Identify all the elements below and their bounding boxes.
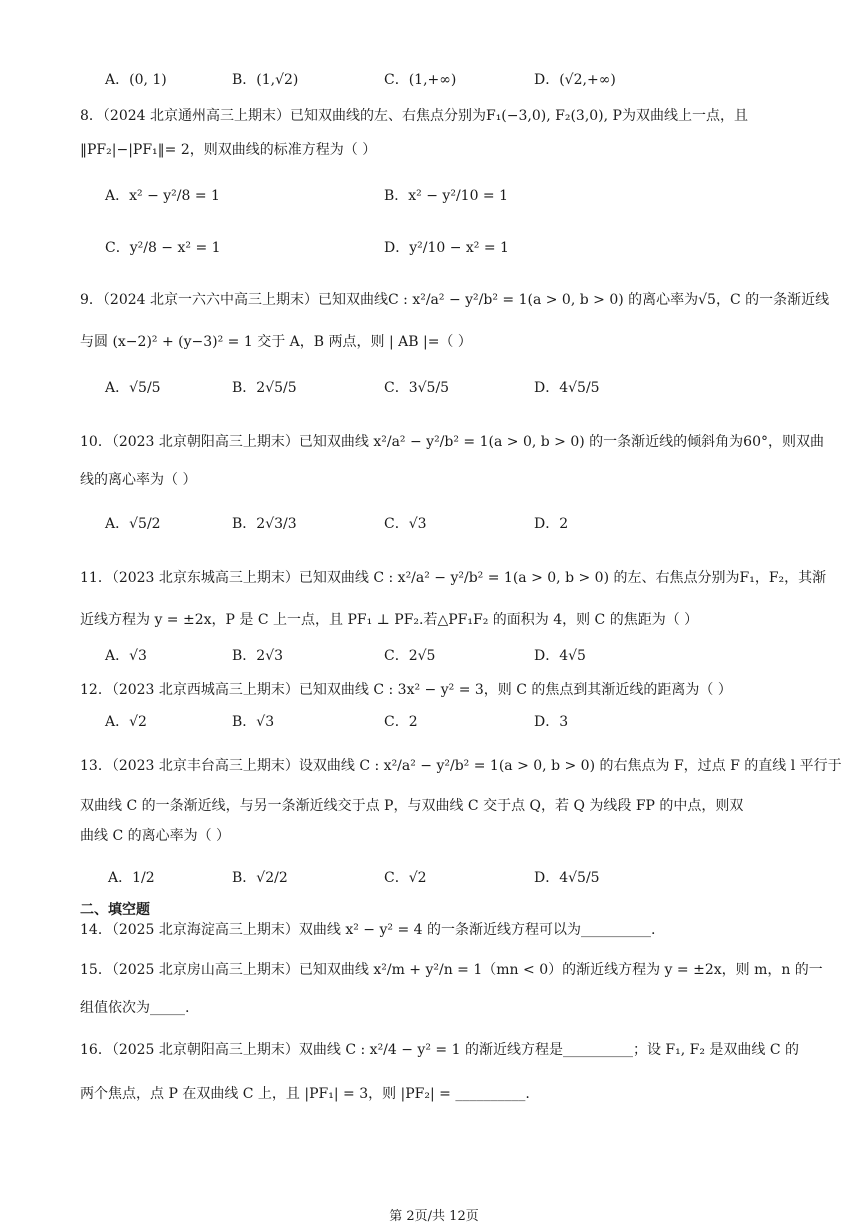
q11-option-c: C．2√5 xyxy=(384,648,436,664)
q11-option-a: A．√3 xyxy=(105,648,147,664)
q16-text-line1: 16．（2025 北京朝阳高三上期末）双曲线 C : x²/4 − y² = 1 的渐近线方程是__________；设 F₁, F₂ 是双曲线 C 的 xyxy=(80,1042,800,1058)
q8-option-b: B．x² − y²/10 = 1 xyxy=(384,188,509,204)
q8-option-a: A．x² − y²/8 = 1 xyxy=(105,188,220,204)
q9-option-b: B．2√5/5 xyxy=(232,380,297,396)
q12-text-line1: 12．（2023 北京西城高三上期末）已知双曲线 C : 3x² − y² = 3，则 C 的焦点到其渐近线的距离为（ ） xyxy=(80,682,732,698)
q10-text-line2: 线的离心率为（ ） xyxy=(80,472,197,488)
q10-text-line1: 10．（2023 北京朝阳高三上期末）已知双曲线 x²/a² − y²/b² = 1(a > 0, b > 0) 的一条渐近线的倾斜角为60°，则双曲 xyxy=(80,434,824,450)
q7-option-b: B．(1,√2) xyxy=(232,72,299,88)
q8-option-c: C．y²/8 − x² = 1 xyxy=(105,240,221,256)
q7-option-c: C．(1,+∞) xyxy=(384,72,457,88)
q9-text-line1: 9．（2024 北京一六六中高三上期末）已知双曲线C : x²/a² − y²/b² = 1(a > 0, b > 0) 的离心率为√5，C 的一条渐近线 xyxy=(80,292,830,308)
q11-option-b: B．2√3 xyxy=(232,648,284,664)
q12-option-a: A．√2 xyxy=(105,714,147,730)
page-footer: 第 2页/共 12页 xyxy=(389,1209,479,1224)
q9-option-a: A．√5/5 xyxy=(105,380,161,396)
q10-option-a: A．√5/2 xyxy=(105,516,161,532)
q15-text-line1: 15．（2025 北京房山高三上期末）已知双曲线 x²/m + y²/n = 1（mn < 0）的渐近线方程为 y = ±2x，则 m，n 的一 xyxy=(80,962,823,978)
q11-text-line1: 11．（2023 北京东城高三上期末）已知双曲线 C : x²/a² − y²/b² = 1(a > 0, b > 0) 的左、右焦点分别为F₁，F₂，其渐 xyxy=(80,570,827,586)
q13-text-line1: 13．（2023 北京丰台高三上期末）设双曲线 C : x²/a² − y²/b² = 1(a > 0, b > 0) 的右焦点为 F，过点 F 的直线 l 平行于 xyxy=(80,758,842,774)
q10-option-c: C．√3 xyxy=(384,516,427,532)
q11-option-d: D．4√5 xyxy=(534,648,586,664)
section-heading: 二、填空题 xyxy=(80,902,150,918)
q7-option-a: A．(0, 1) xyxy=(105,72,167,88)
q12-option-c: C．2 xyxy=(384,714,418,730)
q11-text-line2: 近线方程为 y = ±2x，P 是 C 上一点，且 PF₁ ⊥ PF₂.若△PF₁F₂ 的面积为 4，则 C 的焦距为（ ） xyxy=(80,612,699,628)
q13-option-c: C．√2 xyxy=(384,870,427,886)
q13-text-line3: 曲线 C 的离心率为（ ） xyxy=(80,828,231,844)
q15-text-line2: 组值依次为_____. xyxy=(80,1000,190,1016)
q10-option-b: B．2√3/3 xyxy=(232,516,297,532)
q9-text-line2: 与圆 (x−2)² + (y−3)² = 1 交于 A，B 两点，则 | AB |=（ ） xyxy=(80,334,472,350)
q8-text-line1: 8．（2024 北京通州高三上期末）已知双曲线的左、右焦点分别为F₁(−3,0), F₂(3,0), P为双曲线上一点，且 xyxy=(80,108,748,124)
q12-option-b: B．√3 xyxy=(232,714,275,730)
q13-option-d: D．4√5/5 xyxy=(534,870,600,886)
q8-text-line2: ‖PF₂|−|PF₁‖= 2，则双曲线的标准方程为（ ） xyxy=(80,142,377,158)
q13-text-line2: 双曲线 C 的一条渐近线，与另一条渐近线交于点 P，与双曲线 C 交于点 Q，若 Q 为线段 FP 的中点，则双 xyxy=(80,798,744,814)
q13-option-b: B．√2/2 xyxy=(232,870,288,886)
q9-option-c: C．3√5/5 xyxy=(384,380,450,396)
q7-option-d: D．(√2,+∞) xyxy=(534,72,616,88)
q10-option-d: D．2 xyxy=(534,516,569,532)
q12-option-d: D．3 xyxy=(534,714,569,730)
q14-text: 14．（2025 北京海淀高三上期末）双曲线 x² − y² = 4 的一条渐近线方程可以为__________. xyxy=(80,922,656,938)
q9-option-d: D．4√5/5 xyxy=(534,380,600,396)
q13-option-a: A．1/2 xyxy=(108,870,155,886)
q8-option-d: D．y²/10 − x² = 1 xyxy=(384,240,509,256)
q16-text-line2: 两个焦点，点 P 在双曲线 C 上，且 |PF₁| = 3，则 |PF₂| = __________. xyxy=(80,1086,530,1102)
